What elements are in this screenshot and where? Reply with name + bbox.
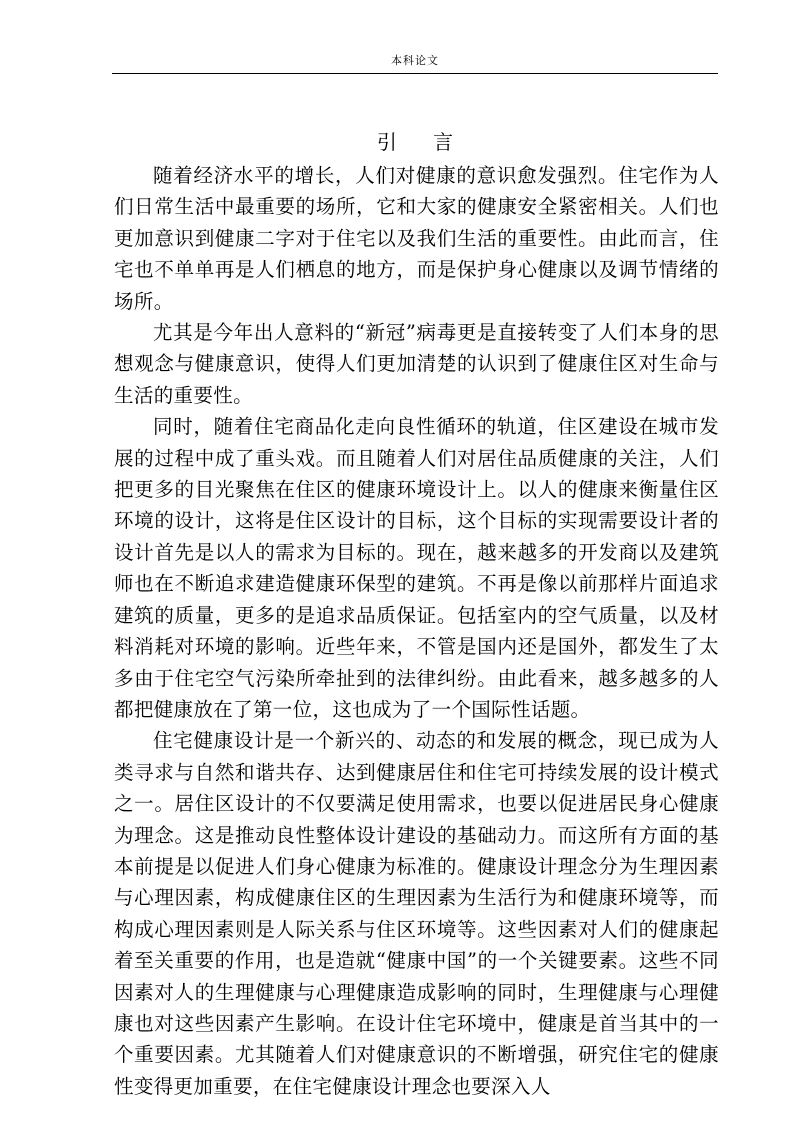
paragraph-2: 尤其是今年出人意料的“新冠”病毒更是直接转变了人们本身的思想观念与健康意识，使得人们更加清楚的认识到了健康住区对生命与生活的重要性。	[114, 321, 719, 407]
section-title: 引 言	[376, 130, 454, 154]
header-rule	[112, 73, 718, 74]
running-header: 本科论文	[391, 54, 439, 67]
paragraph-4: 住宅健康设计是一个新兴的、动态的和发展的概念，现已成为人类寻求与自然和谐共存、达到健康居住和住宅可持续发展的设计模式之一。居住区设计的不仅要满足使用需求，也要以促进居民身心健康为理念。这是推动良性整体设计建设的基础动力。而这所有方面的基本前提是以促进人们身心健康为标准的。健康设计理念分为生理因素与心理因素，构成健康住区的生理因素为生活行为和健康环境等，而构成心理因素则是人际关系与住区环境等。这些因素对人们的健康起着至关重要的作用，也是造就“健康中国”的一个关键要素。这些不同因素对人的生理健康与心理健康造成影响的同时，生理健康与心理健康也对这些因素产生影响。在设计住宅环境中，健康是首当其中的一个重要因素。尤其随着人们对健康意识的不断增强，研究住宅的健康性变得更加重要，在住宅健康设计理念也要深入人	[114, 729, 719, 1098]
paragraph-1: 随着经济水平的增长，人们对健康的意识愈发强烈。住宅作为人们日常生活中最重要的场所，它和大家的健康安全紧密相关。人们也更加意识到健康二字对于住宅以及我们生活的重要性。由此而言，住宅也不单单再是人们栖息的地方，而是保护身心健康以及调节情绪的场所。	[114, 164, 719, 313]
body-text	[114, 160, 719, 1102]
paragraph-3: 同时，随着住宅商品化走向良性循环的轨道，住区建设在城市发展的过程中成了重头戏。而且随着人们对居住品质健康的关注，人们把更多的目光聚焦在住区的健康环境设计上。以人的健康来衡量住区环境的设计，这将是住区设计的目标，这个目标的实现需要设计者的设计首先是以人的需求为目标的。现在，越来越多的开发商以及建筑师也在不断追求建造健康环保型的建筑。不再是像以前那样片面追求建筑的质量，更多的是追求品质保证。包括室内的空气质量，以及材料消耗对环境的影响。近些年来，不管是国内还是国外，都发生了太多由于住宅空气污染所牵扯到的法律纠纷。由此看来，越多越多的人都把健康放在了第一位，这也成为了一个国际性话题。	[114, 415, 719, 721]
